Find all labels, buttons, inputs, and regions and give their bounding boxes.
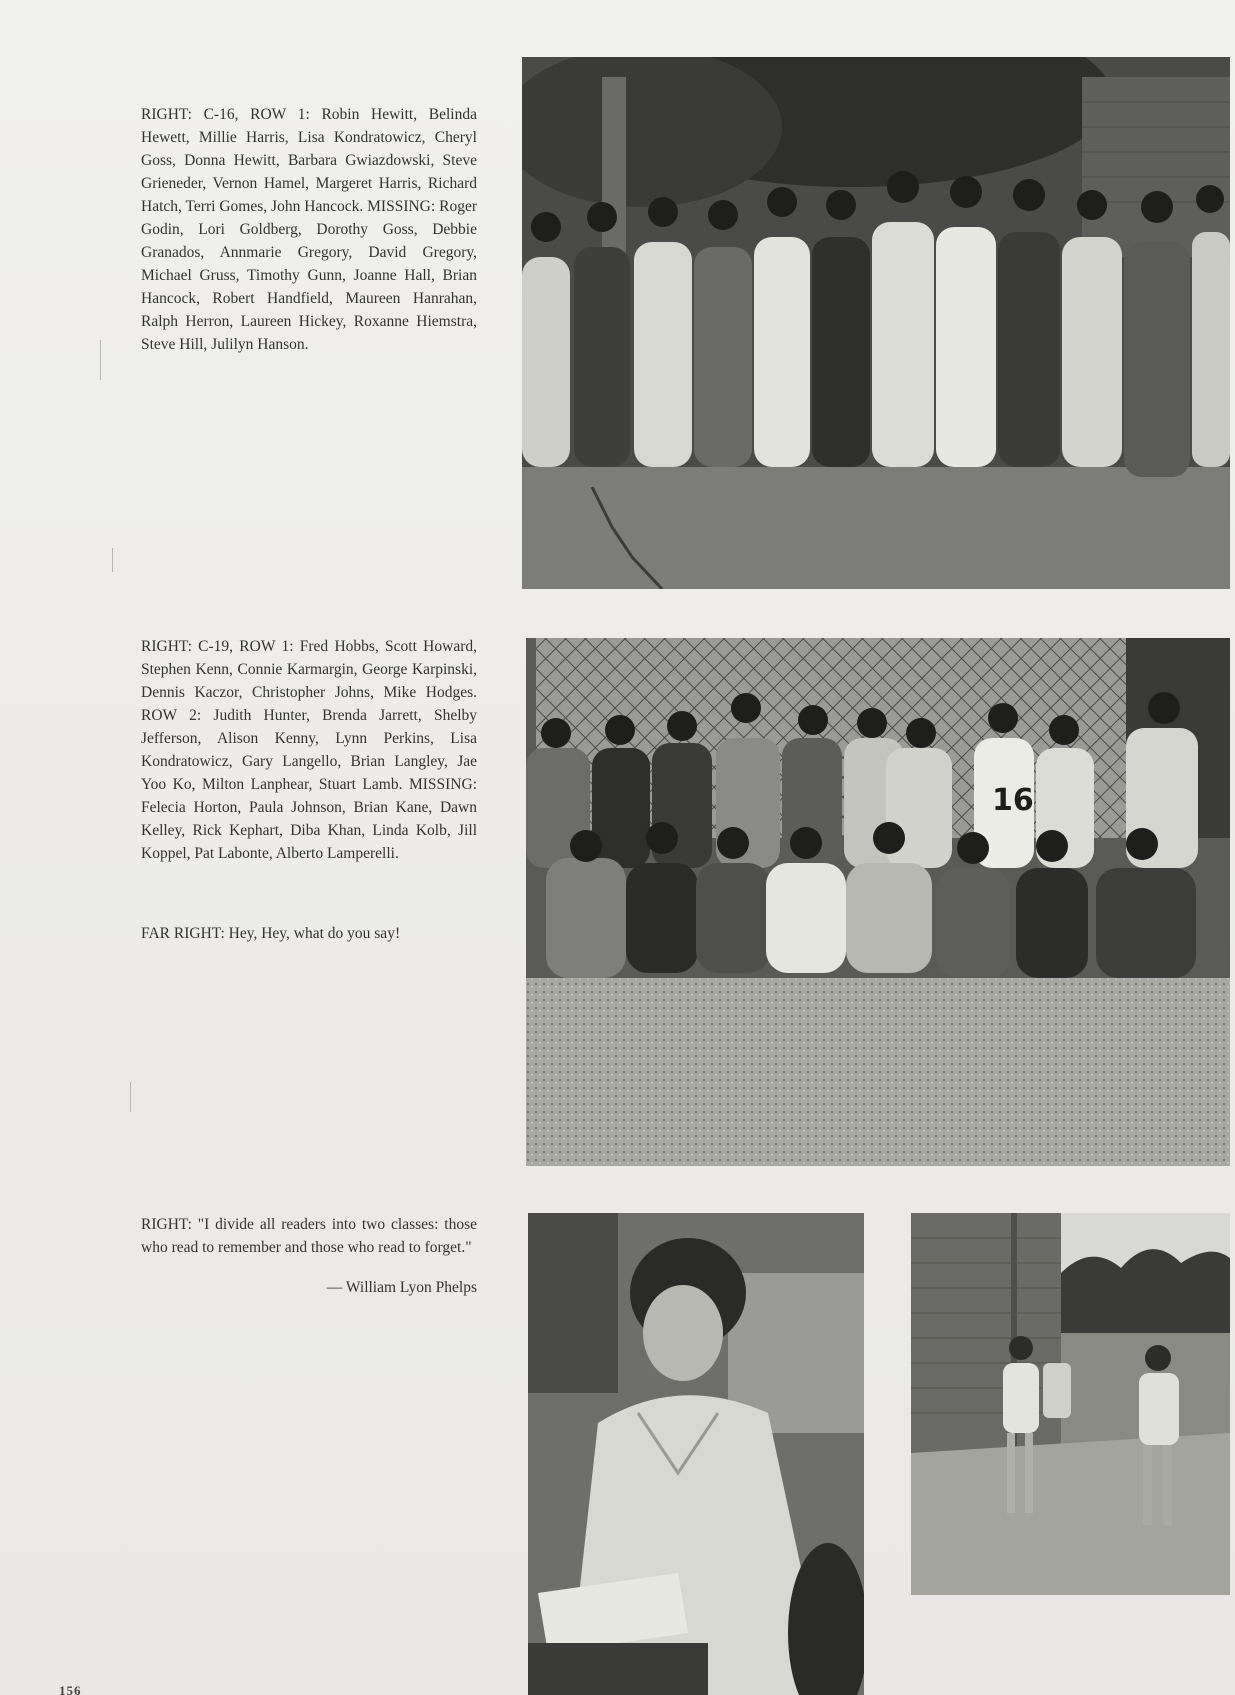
scan-mark: [130, 1082, 131, 1112]
page-number: 156: [59, 1683, 82, 1695]
reading-student-photo: [528, 1213, 864, 1695]
scan-mark: [112, 548, 113, 572]
class-c16-group-photo: [522, 57, 1230, 589]
scan-mark: [100, 340, 101, 380]
quote-attribution: — William Lyon Phelps: [326, 1279, 477, 1296]
caption-quote: RIGHT: "I divide all readers into two classes: those who read to remember and those who read to forget.": [141, 1216, 477, 1256]
jogging-students-photo: [911, 1213, 1230, 1595]
caption-class-c19: RIGHT: C-19, ROW 1: Fred Hobbs, Scott Howard, Stephen Kenn, Connie Karmargin, George Karpinski, Dennis Kaczor, Christopher Johns, Mike Hodges. ROW 2: Judith Hunter, Brenda Jarrett, Shelby Jefferson, Alison Kenny, Lynn Perkins, Lisa Kondratowicz, Gary Langello, Brian Langley, Jae Yoo Ko, Milton Lanphear, Stuart Lamb. MISSING: Felecia Horton, Paula Johnson, Brian Kane, Dawn Kelley, Rick Kephart, Diba Khan, Linda Kolb, Jill Koppel, Pat Labonte, Alberto Lamperelli.: [141, 638, 477, 862]
caption-far-right: FAR RIGHT: Hey, Hey, what do you say!: [141, 925, 401, 942]
reading-student-photo-image: [528, 1213, 864, 1695]
jogging-students-photo-image: [911, 1213, 1230, 1595]
class-c19-photo-image: [526, 638, 1230, 1166]
class-c19-group-photo: [526, 638, 1230, 1166]
class-c16-photo-image: [522, 57, 1230, 589]
caption-class-c16: RIGHT: C-16, ROW 1: Robin Hewitt, Belinda Hewett, Millie Harris, Lisa Kondratowicz, Cheryl Goss, Donna Hewitt, Barbara Gwiazdowski, Steve Grieneder, Vernon Hamel, Margeret Harris, Richard Hatch, Terri Gomes, John Hancock. MISSING: Roger Godin, Lori Goldberg, Dorothy Goss, Debbie Granados, Annmarie Gregory, David Gregory, Michael Gruss, Timothy Gunn, Joanne Hall, Brian Hancock, Robert Handfield, Maureen Hanrahan, Ralph Herron, Laureen Hickey, Roxanne Hiemstra, Steve Hill, Julilyn Hanson.: [141, 106, 477, 353]
svg-text:16: 16: [992, 783, 1034, 818]
